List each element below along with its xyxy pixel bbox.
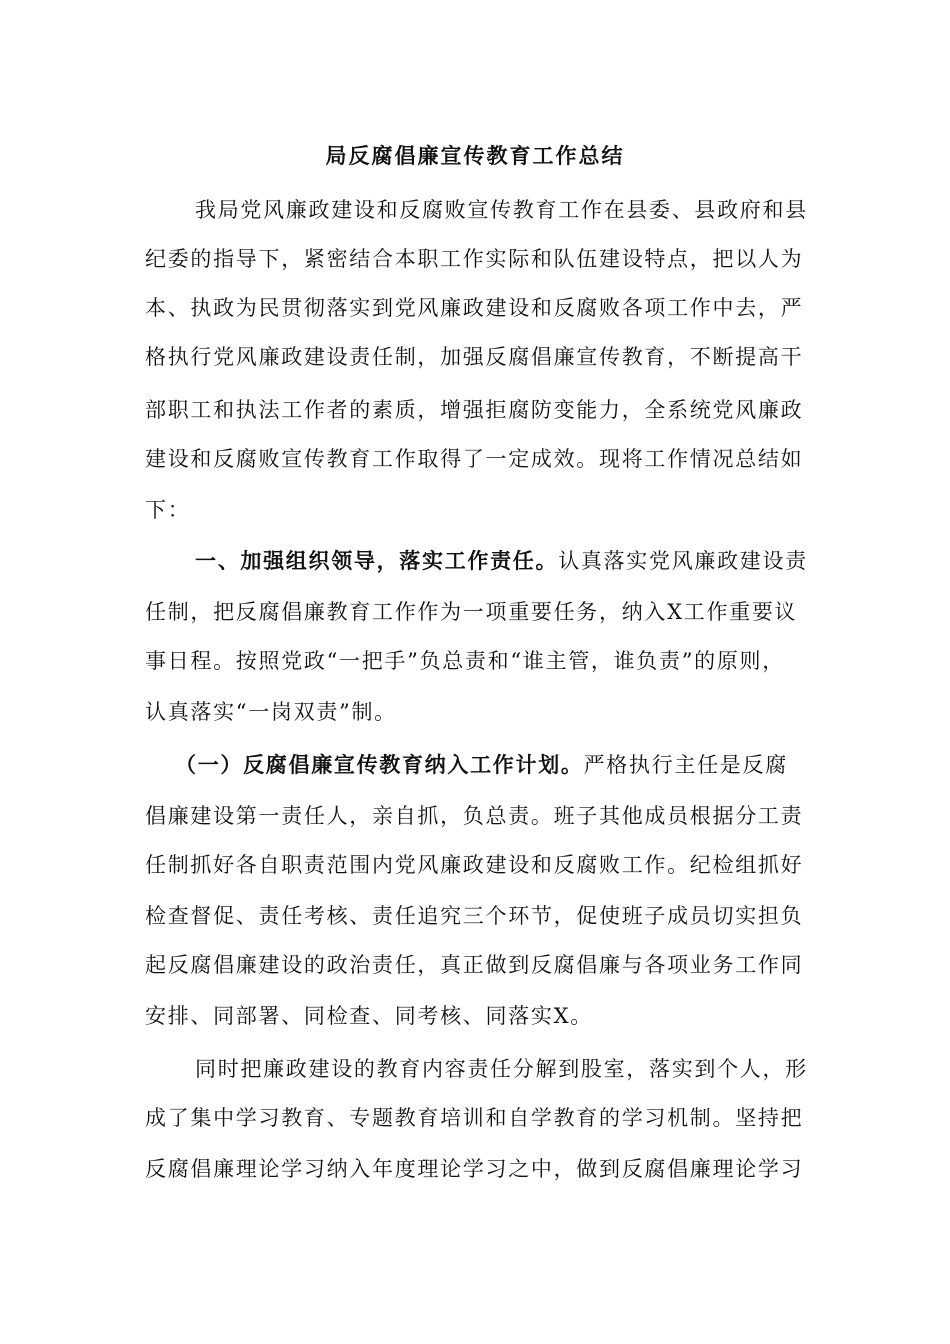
subsection-1-heading: （一）反腐倡廉宣传教育纳入工作计划。	[175, 752, 584, 777]
subsection-1-line: 倡廉建设第一责任人，亲自抓，负总责。班子其他成员根据分工责	[145, 804, 804, 828]
section-1-line: 认真落实“一岗双责”制。	[145, 700, 397, 724]
intro-line: 我局党风廉政建设和反腐败宣传教育工作在县委、县政府和县	[195, 198, 808, 222]
subsection-1-line: 任制抓好各自职责范围内党风廉政建设和反腐败工作。纪检组抓好	[145, 853, 804, 877]
section-1-line: 任制，把反腐倡廉教育工作作为一项重要任务，纳入X工作重要议	[145, 600, 798, 624]
intro-line: 下：	[145, 498, 191, 522]
section-1-first-line	[195, 547, 808, 575]
paragraph-line: 成了集中学习教育、专题教育培训和自学教育的学习机制。坚持把	[145, 1106, 804, 1130]
section-1-text: 认真落实党风廉政建设责	[558, 549, 808, 573]
subsection-1-line: 检查督促、责任考核、责任追究三个环节，促使班子成员切实担负	[145, 904, 804, 928]
paragraph-line: 反腐倡廉理论学习纳入年度理论学习之中，做到反腐倡廉理论学习	[145, 1157, 804, 1181]
subsection-1-text: 严格执行主任是反腐	[583, 753, 788, 777]
subsection-1-line: 起反腐倡廉建设的政治责任，真正做到反腐倡廉与各项业务工作同	[145, 953, 804, 977]
document-title: 局反腐倡廉宣传教育工作总结	[325, 143, 625, 168]
section-1-heading: 一、加强组织领导，落实工作责任。	[195, 548, 559, 573]
intro-line: 建设和反腐败宣传教育工作取得了一定成效。现将工作情况总结如	[145, 447, 804, 471]
intro-line: 纪委的指导下，紧密结合本职工作实际和队伍建设特点，把以人为	[145, 247, 804, 271]
intro-line: 本、执政为民贯彻落实到党风廉政建设和反腐败各项工作中去，严	[145, 296, 804, 320]
intro-line: 格执行党风廉政建设责任制，加强反腐倡廉宣传教育，不断提高干	[145, 345, 804, 369]
subsection-1-line: 安排、同部署、同检查、同考核、同落实X。	[145, 1004, 593, 1028]
subsection-1-first-line	[175, 751, 788, 779]
paragraph-line: 同时把廉政建设的教育内容责任分解到股室，落实到个人，形	[195, 1057, 808, 1081]
section-1-line: 事日程。按照党政“一把手”负总责和“谁主管，谁负责”的原则，	[145, 649, 785, 673]
intro-line: 部职工和执法工作者的素质，增强拒腐防变能力，全系统党风廉政	[145, 398, 804, 422]
